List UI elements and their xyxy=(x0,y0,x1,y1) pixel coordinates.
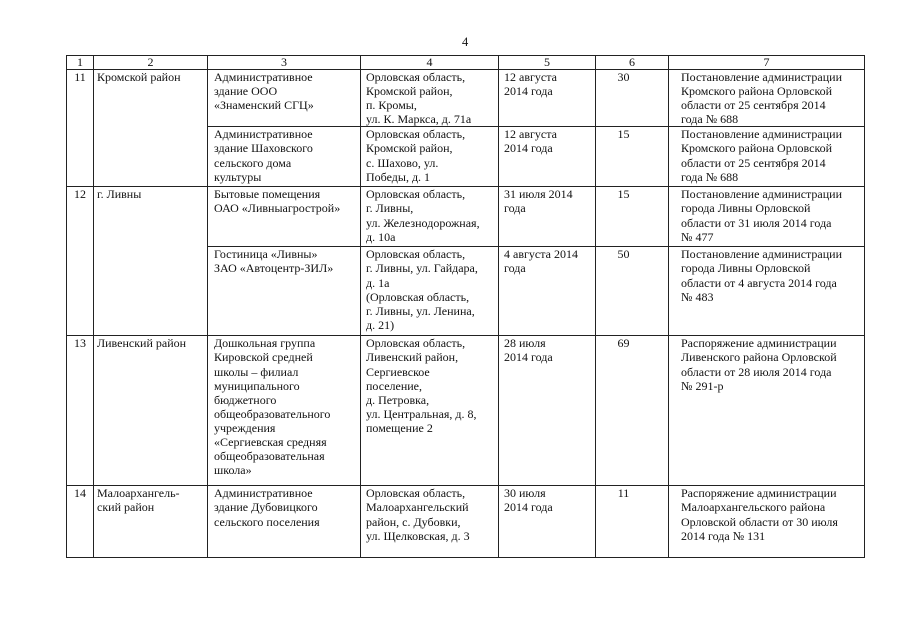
table-row xyxy=(67,70,865,127)
object-name: Бытовые помещения ОАО «Ливныагрострой» xyxy=(208,187,361,247)
legal-document: Постановление администрации города Ливны Орловской области от 31 июля 2014 года № 477 xyxy=(669,187,865,247)
decision-date: 31 июля 2014 года xyxy=(499,187,596,247)
row-number: 12 xyxy=(67,187,94,336)
object-name: Административное здание Дубовицкого сельского поселения xyxy=(208,486,361,558)
legal-document: Постановление администрации города Ливны Орловской области от 4 августа 2014 года № 483 xyxy=(669,247,865,336)
decision-date: 12 августа 2014 года xyxy=(499,70,596,127)
table-row xyxy=(67,486,865,558)
object-name: Гостиница «Ливны» ЗАО «Автоцентр-ЗИЛ» xyxy=(208,247,361,336)
capacity-value: 69 xyxy=(596,336,669,486)
table-header-row xyxy=(67,56,865,70)
legal-document: Постановление администрации Кромского района Орловской области от 25 сентября 2014 года № 688 xyxy=(669,70,865,127)
row-number: 11 xyxy=(67,70,94,187)
capacity-value: 11 xyxy=(596,486,669,558)
district-name: г. Ливны xyxy=(94,187,208,336)
column-header: 1 xyxy=(67,56,94,70)
object-address: Орловская область, Ливенский район, Сергиевское поселение, д. Петровка, ул. Центральная, д. 8, помещение 2 xyxy=(361,336,499,486)
column-header: 4 xyxy=(361,56,499,70)
decision-date: 30 июля 2014 года xyxy=(499,486,596,558)
legal-document: Распоряжение администрации Малоархангельского района Орловской области от 30 июля 2014 года № 131 xyxy=(669,486,865,558)
column-header: 3 xyxy=(208,56,361,70)
page-number: 4 xyxy=(462,35,469,49)
row-number: 13 xyxy=(67,336,94,486)
capacity-value: 50 xyxy=(596,247,669,336)
object-address: Орловская область, Кромской район, с. Шахово, ул. Победы, д. 1 xyxy=(361,127,499,187)
column-header: 7 xyxy=(669,56,865,70)
row-number: 14 xyxy=(67,486,94,558)
column-header: 6 xyxy=(596,56,669,70)
district-name: Кромской район xyxy=(94,70,208,187)
district-name: Малоархангель- ский район xyxy=(94,486,208,558)
capacity-value: 30 xyxy=(596,70,669,127)
district-name: Ливенский район xyxy=(94,336,208,486)
facilities-table xyxy=(66,55,865,558)
object-address: Орловская область, Малоархангельский район, с. Дубовки, ул. Щелковская, д. 3 xyxy=(361,486,499,558)
table-row xyxy=(67,187,865,247)
legal-document: Постановление администрации Кромского района Орловской области от 25 сентября 2014 года № 688 xyxy=(669,127,865,187)
object-name: Административное здание Шаховского сельского дома культуры xyxy=(208,127,361,187)
object-name: Административное здание ООО «Знаменский СГЦ» xyxy=(208,70,361,127)
object-address: Орловская область, г. Ливны, ул. Железнодорожная, д. 10а xyxy=(361,187,499,247)
decision-date: 12 августа 2014 года xyxy=(499,127,596,187)
decision-date: 28 июля 2014 года xyxy=(499,336,596,486)
object-name: Дошкольная группа Кировской средней школы – филиал муниципального бюджетного общеобразовательного учреждения «Сергиевская средняя общеобразовательная школа» xyxy=(208,336,361,486)
column-header: 5 xyxy=(499,56,596,70)
legal-document: Распоряжение администрации Ливенского района Орловской области от 28 июля 2014 года № 291-р xyxy=(669,336,865,486)
column-header: 2 xyxy=(94,56,208,70)
object-address: Орловская область, г. Ливны, ул. Гайдара, д. 1а (Орловская область, г. Ливны, ул. Ленина, д. 21) xyxy=(361,247,499,336)
decision-date: 4 августа 2014 года xyxy=(499,247,596,336)
capacity-value: 15 xyxy=(596,187,669,247)
table-row xyxy=(67,336,865,486)
capacity-value: 15 xyxy=(596,127,669,187)
object-address: Орловская область, Кромской район, п. Кромы, ул. К. Маркса, д. 71а xyxy=(361,70,499,127)
